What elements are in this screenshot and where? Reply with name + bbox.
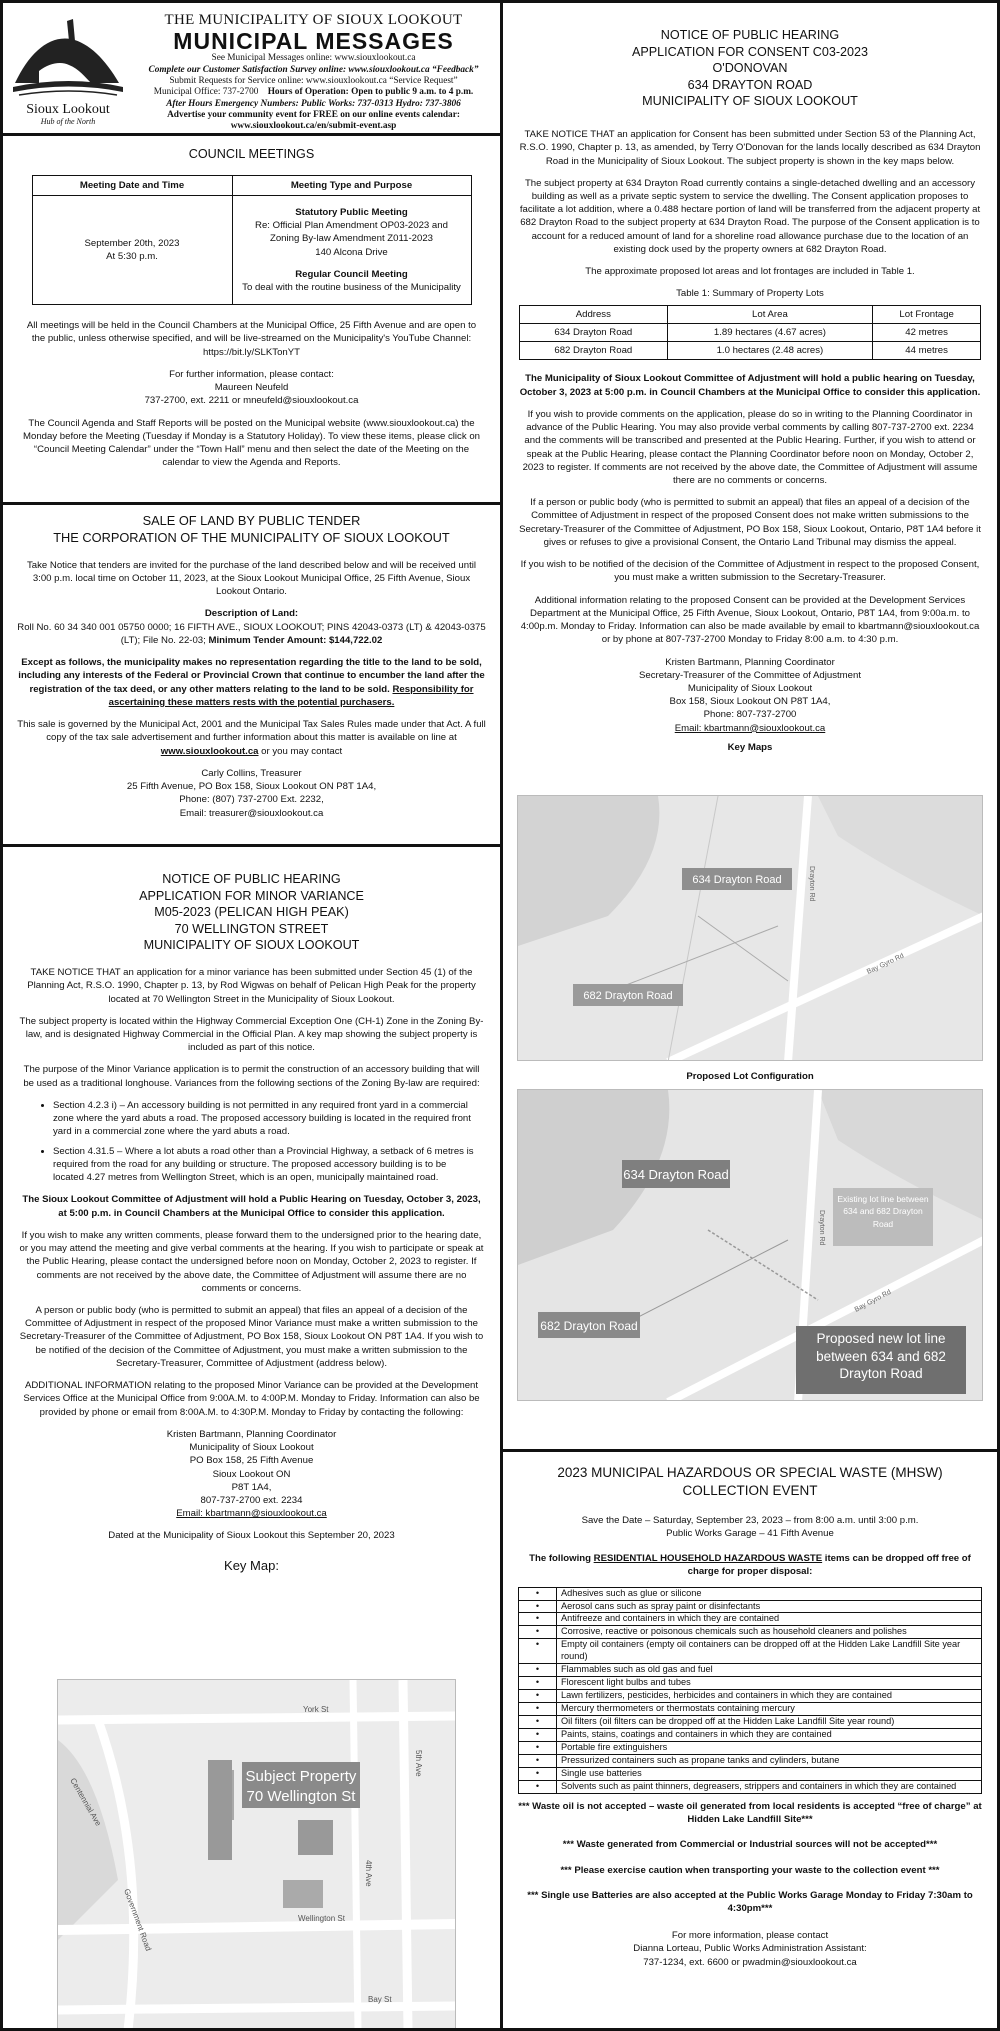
council-heading: COUNCIL MEETINGS (188, 147, 315, 161)
consent-hearing-section (503, 3, 997, 1449)
street-wellington: Wellington St (298, 1914, 345, 1923)
note-commercial: *** Waste generated from Commercial or Industrial sources will not be accepted*** (562, 1839, 938, 1851)
street-centennial: Centennial Ave (68, 1776, 103, 1828)
consent-para-2: The subject property at 634 Drayton Road currently contains a single-detached dwelling and an accessory building as well as a private septic system to service the dwelling. The Consent application proposes to facilitate a lot addition, where a 0.488 hectare portion of land will be transferred from the adjacent property at 682 Drayton Road to the subject property at 634 Drayton Road. The purpose of the Consent application is to account for a reduced amount of land for a shoreline road allowance purchase due to the location of an existing dock used by the property owners at 682 Drayton Road. (519, 177, 981, 255)
masthead (3, 3, 500, 133)
table-row: 634 Drayton Road 1.89 hectares (4.67 acres) 42 metres (520, 323, 981, 341)
street-government: Government Road (122, 1887, 153, 1953)
publication-title: MUNICIPAL MESSAGES (173, 28, 454, 55)
map1-label-682: 682 Drayton Road (583, 990, 673, 1002)
accepted-items-intro: The following RESIDENTIAL HOUSEHOLD HAZARDOUS WASTE items can be dropped off free of charge for proper disposal: (529, 1553, 971, 1578)
survey-line[interactable]: Complete our Customer Satisfaction Survey online: www.siouxlookout.ca “Feedback” (148, 64, 479, 75)
dated-line: Dated at the Municipality of Sioux Lookout this September 20, 2023 (108, 1530, 395, 1542)
minor-variance-section (3, 844, 500, 2028)
table-caption: Table 1: Summary of Property Lots (676, 288, 824, 300)
consent-para-1: TAKE NOTICE THAT an application for Consent has been submitted under Section 53 of the Planning Act, R.S.O. 1990, Chapter p. 13, as amended, by Terry O'Donovan for the lands locally described as 634 Drayton Road in the Municipality of Sioux Lookout. The subject property is shown in the key maps below. (519, 129, 981, 167)
map2-road-drayton: Drayton Rd (818, 1210, 825, 1246)
note-batteries: *** Single use Batteries are also accepted at the Public Works Garage Monday to Friday 7:30am to 4:30pm*** (527, 1889, 973, 1914)
map2-proposed-lot-line-label: Proposed new lot line between 634 and 682 Drayton Road (816, 1331, 946, 1382)
map1-label-634: 634 Drayton Road (692, 874, 782, 886)
advertise-line: Advertise your community event for FREE on our online events calendar: (167, 110, 460, 121)
table-row: • Empty oil containers (empty oil containers can be dropped off at the Hidden Lake Landfill Site year round) (519, 1639, 982, 1664)
table-row: • Oil filters (oil filters can be dropped off at the Hidden Lake Landfill Site year round) (519, 1716, 982, 1729)
key-maps-title: Key Maps (727, 741, 773, 753)
mhsw-contact: For more information, please contact Dianna Lorteau, Public Works Administration Assistant: 737-1234, ext. 6600 or pwadmin@siouxlookout.ca (633, 1930, 867, 1968)
logo-name: Sioux Lookout (26, 102, 110, 117)
title-disclaimer: Except as follows, the municipality makes no representation regarding the title to the land to be sold, including any interests of the Federal or Provincial Crown that continue to encumber the land after the registration of the tax deed, or any other matters relating to the land to be sold. Responsibility for ascertaining these matters rests with the potential purchasers. (18, 657, 485, 708)
map1-road-bay: Bay Gyro Rd (865, 952, 906, 976)
logo-tagline: Hub of the North (40, 117, 96, 126)
col-header-frontage: Lot Frontage (873, 305, 981, 323)
note-waste-oil: *** Waste oil is not accepted – waste oil generated from local residents is accepted “free of charge” at Hidden Lake Landfill Site*** (518, 1800, 982, 1826)
meeting-date-cell: September 20th, 2023 At 5:30 p.m. (32, 195, 232, 304)
save-the-date: Save the Date – Saturday, September 23, 2023 – from 8:00 a.m. until 3:00 p.m. (581, 1514, 919, 1526)
map-label-address: 70 Wellington St (246, 1788, 356, 1805)
variance-list (53, 1099, 476, 1184)
meeting-location-text: All meetings will be held in the Council Chambers at the Municipal Office, 25 Fifth Avenue and are open to the public, unless otherwise specified, and will be live-streamed on the Municipality's YouTube Channel: https://bit.ly/SLKTonYT (26, 320, 477, 358)
online-line[interactable]: See Municipal Messages online: www.siouxlookout.ca (211, 53, 416, 64)
variance-heading: NOTICE OF PUBLIC HEARING APPLICATION FOR MINOR VARIANCE M05-2023 (PELICAN HIGH PEAK) 70 WELLINGTON STREET MUNICIPALITY OF SIOUX LOOKOUT (139, 872, 364, 953)
hazardous-items-table (518, 1587, 982, 1794)
map2-label-634: 634 Drayton Road (623, 1167, 729, 1182)
table-row: 682 Drayton Road 1.0 hectares (2.48 acres) 44 metres (520, 342, 981, 360)
col-header-area: Lot Area (667, 305, 873, 323)
property-lots-table (519, 305, 981, 361)
map-label-subject: Subject Property (245, 1768, 357, 1785)
meeting-table (32, 175, 472, 306)
council-meetings-section (3, 133, 500, 502)
table-row: • Mercury thermometers or thermostats containing mercury (519, 1703, 982, 1716)
tender-heading-1: SALE OF LAND BY PUBLIC TENDER (142, 513, 361, 528)
consent-para-7: If you wish to be notified of the decision of the Committee of Adjustment in respect to the proposed Consent, you must make a written submission to the Secretary-Treasurer. (520, 559, 980, 584)
consent-heading: NOTICE OF PUBLIC HEARING APPLICATION FOR CONSENT C03-2023 O'DONOVAN 634 DRAYTON ROAD MUNICIPALITY OF SIOUX LOOKOUT (631, 28, 869, 109)
keymap-title: Key Map: (224, 1557, 279, 1573)
variance-contact: Kristen Bartmann, Planning Coordinator Municipality of Sioux Lookout PO Box 158, 25 Fifth Avenue Sioux Lookout ON P8T 1A4, 807-737-2700 ext. 2234 Email: kbartmann@siouxlookout.ca (166, 1428, 337, 1520)
table-row: • Lawn fertilizers, pesticides, herbicides and containers in which they are contained (519, 1690, 982, 1703)
street-bay: Bay St (368, 1995, 392, 2004)
municipality-title: THE MUNICIPALITY OF SIOUX LOOKOUT (164, 12, 463, 28)
service-request-line[interactable]: Submit Requests for Service online: www.siouxlookout.ca “Service Request” (169, 76, 458, 87)
variance-para-2: The subject property is located within the Highway Commercial Exception One (CH-1) Zone in the Zoning By-law, and is designated Highway Commercial in the Official Plan. A key map showing the subject property is included as part of this notice. (19, 1015, 484, 1054)
sioux-lookout-logo (9, 13, 127, 128)
table-row: • Portable fire extinguishers (519, 1742, 982, 1755)
variance-para-5: If you wish to make any written comments, please forward them to the undersigned prior to the hearing date, or you may attend the meeting and give verbal comments at the hearing. If you wish to participate or speak at the Public Hearing, please contact the undersigned before noon on Monday, October 2, 2023 to register. If comments are not received by the above date, the Committee of Adjustment will assume there are no comments or concerns. (19, 1229, 484, 1294)
consent-para-6: If a person or public body (who is permitted to submit an appeal) that files an appeal of a decision of the Committee of Adjustment in respect of the proposed Consent does not make written submissions to the Secretary-Treasurer of the Committee of Adjustment, PO Box 158, Sioux Lookout, Ontario, P8T 1A4 before it gives or refuses to give a provisional Consent, the Ontario Land Tribunal may dismiss the appeal. (519, 497, 981, 548)
meeting-type-cell: Statutory Public Meeting Re: Official Plan Amendment OP03-2023 and Zoning By-law Amendment Z011-2023 140 Alcona Drive Regular Council Meeting To deal with the routine business of the Municipality (232, 195, 471, 304)
street-4th: 4th Ave (364, 1860, 373, 1887)
council-contact: For further information, please contact: Maureen Neufeld 737-2700, ext. 2211 or mneufeld@siouxlookout.ca (144, 368, 359, 407)
table-row: • Pressurized containers such as propane tanks and cylinders, butane (519, 1754, 982, 1767)
wellington-key-map (57, 1679, 456, 2028)
proposed-config-title: Proposed Lot Configuration (686, 1071, 814, 1082)
tender-section (3, 502, 500, 844)
table-row: • Corrosive, reactive or poisonous chemicals such as household cleaners and polishes (519, 1626, 982, 1639)
col-header-address: Address (520, 305, 668, 323)
table-row: • Adhesives such as glue or silicone (519, 1587, 982, 1600)
variance-para-7: ADDITIONAL INFORMATION relating to the proposed Minor Variance can be provided at the Development Services Office at the Municipal Office from 9:00A.M. to 4:00P.M. Monday to Friday. Information can also be provided by phone or email from 8:00A.M. to 4:30P.M. Monday to Friday by contacting the following: (23, 1380, 480, 1418)
agenda-text: The Council Agenda and Staff Reports will be posted on the Municipal website (www.siouxlookout.ca) the Monday before the Meeting (Tuesday if Monday is a Statutory Holiday). To view these items, please click on “Council Meeting Calendar” under the “Town Hall” menu and then select the date of the Meeting on the calendar to view the Agenda and Reports. (23, 417, 480, 469)
table-row: • Paints, stains, coatings and containers in which they are contained (519, 1729, 982, 1742)
list-item: • Section 4.31.5 – Where a lot abuts a road other than a Provincial Highway, a setback of 6 metres is required from the road for any building or structure. The proposed accessory building is to be located 4.27 metres from Wellington Street, which is an open, municipally maintained road. (53, 1145, 476, 1185)
tender-governance: This sale is governed by the Municipal Act, 2001 and the Municipal Tax Sales Rules made under that Act. A full copy of the tax sale advertisement and further information about this matter is available on line at www.siouxlookout.ca or you may contact (17, 719, 486, 757)
treasurer-contact: Carly Collins, Treasurer 25 Fifth Avenue, PO Box 158, Sioux Lookout ON P8T 1A4, Phone: (807) 737-2700 Ext. 2232, Email: treasurer@siouxlookout.ca (126, 767, 377, 819)
tender-intro: Take Notice that tenders are invited for the purchase of the land described below and will be received until 3:00 p.m. local time on October 11, 2023, at the Sioux Lookout Municipal Office, 25 Fifth Avenue, Sioux Lookout Ontario. (26, 559, 477, 598)
variance-para-6: A person or public body (who is permitted to submit an appeal) that files an appeal of a decision of the Committee of Adjustment in respect of the proposed Minor Variance must make a written submission to the Secretary-Treasurer of the Committee of Adjustment, PO Box 158, Sioux Lookout ON P8T 1A4. If you wish to be notified of the decision of the Committee of Adjustment, you must make a written submission to the Secretary-Treasurer, Committee of Adjustment (address below). (19, 1304, 484, 1369)
table-row: • Solvents such as paint thinners, degreasers, strippers and containers in which they are contained (519, 1780, 982, 1793)
map2-existing-lot-line-label: Existing lot line between 634 and 682 Drayton Road (837, 1194, 929, 1229)
consent-para-5: If you wish to provide comments on the application, please do so in writing to the Planning Coordinator in advance of the Public Hearing. You may also provide verbal comments by calling 807-737-2700 ext. 2234 and the comments will be transcribed and presented at the Public Hearing. Further, if you wish to attend or speak at the Public Hearing, please contact the Planning Coordinator before noon on Monday, October 2, 2023 to register. If comments are not received by the above date, the Committee of Adjustment will assume there are no comments or concerns. (522, 408, 978, 486)
event-location: Public Works Garage – 41 Fifth Avenue (666, 1527, 834, 1539)
variance-para-3: The purpose of the Minor Variance application is to permit the construction of an accessory building that will be used as a traditional longhouse. Variances from the following sections of the Zoning By-law are required: (23, 1064, 480, 1089)
tender-heading-2: THE CORPORATION OF THE MUNICIPALITY OF SIOUX LOOKOUT (53, 529, 450, 545)
consent-hearing-date: The Municipality of Sioux Lookout Committee of Adjustment will hold a public hearing on Tuesday, October 3, 2023 at 5:00 p.m. in Council Chambers at the Municipal Office to consider this application. (519, 373, 981, 398)
street-york: York St (303, 1705, 329, 1714)
consent-para-8: Additional information relating to the proposed Consent can be provided at the Development Services Department at the Municipal Office, 25 Fifth Avenue, Sioux Lookout, Ontario, P8T 1A4, from 9:00a.m. to 4:00p.m. Monday to Friday. Information can also be made available by email to kbartmann@siouxlookout.ca or by phone at 807-737-2700 Monday to Friday 8:00 a.m. to 4:30 p.m. (520, 594, 980, 646)
right-column (503, 3, 997, 2028)
map2-road-bay: Bay Gyro Rd (853, 1288, 893, 1314)
consent-para-3: The approximate proposed lot areas and lot frontages are included in Table 1. (585, 266, 915, 278)
col-header-date: Meeting Date and Time (32, 175, 232, 195)
events-link[interactable]: www.siouxlookout.ca/en/submit-event.asp (230, 121, 397, 132)
land-description: Description of Land: Roll No. 60 34 340 001 05750 0000; 16 FIFTH AVE., SIOUX LOOKOUT; PINS 42043-0373 (LT) & 42043-0375 (LT); File No. 22-03; Minimum Tender Amount: $144,722.02 (17, 608, 486, 646)
variance-para-1: TAKE NOTICE THAT an application for a minor variance has been submitted under Section 45 (1) of the Planning Act, R.S.O. 1990, Chapter p. 13, by Rod Wigwas on behalf of Pelican High Peak for the property located at 70 Wellington Street in the Municipality of Sioux Lookout. (27, 967, 476, 1005)
note-caution: *** Please exercise caution when transporting your waste to the collection event *** (560, 1864, 940, 1876)
drayton-key-map (517, 795, 983, 1061)
table-row: • Florescent light bulbs and tubes (519, 1677, 982, 1690)
consent-contact: Kristen Bartmann, Planning Coordinator Secretary-Treasurer of the Committee of Adjustment Municipality of Sioux Lookout Box 158, Sioux Lookout ON P8T 1A4, Phone: 807-737-2700 Email: kbartmann@siouxlookout.ca (639, 656, 861, 734)
mhsw-section (503, 1449, 997, 2028)
map2-label-682: 682 Drayton Road (540, 1319, 638, 1333)
mhsw-heading: 2023 MUNICIPAL HAZARDOUS OR SPECIAL WASTE (MHSW) COLLECTION EVENT (557, 1465, 943, 1498)
left-column (3, 3, 503, 2028)
variance-hearing: The Sioux Lookout Committee of Adjustment will hold a Public Hearing on Tuesday, October 3, 2023, at 5:00 p.m. in Council Chambers at the Municipal Office to consider this application. (22, 1194, 481, 1219)
table-row: • Flammables such as old gas and fuel (519, 1664, 982, 1677)
street-5th: 5th Ave (414, 1750, 423, 1777)
office-hours-line: Municipal Office: 737-2700 Hours of Operation: Open to public 9 a.m. to 4 p.m. (153, 87, 474, 98)
table-row: • Single use batteries (519, 1767, 982, 1780)
map1-road-drayton: Drayton Rd (808, 866, 815, 902)
table-row: • Aerosol cans such as spray paint or disinfectants (519, 1600, 982, 1613)
emergency-line: After Hours Emergency Numbers: Public Works: 737-0313 Hydro: 737-3806 (166, 98, 461, 109)
proposed-lot-map (517, 1089, 983, 1401)
col-header-type: Meeting Type and Purpose (232, 175, 471, 195)
table-row: • Antifreeze and containers in which they are contained (519, 1613, 982, 1626)
list-item: • Section 4.2.3 i) – An accessory building is not permitted in any required front yard in a commercial zone where the yard abuts a road. The proposed accessory building is located in the required front yard in a commercial zone where the yard abuts a road. (53, 1099, 476, 1139)
